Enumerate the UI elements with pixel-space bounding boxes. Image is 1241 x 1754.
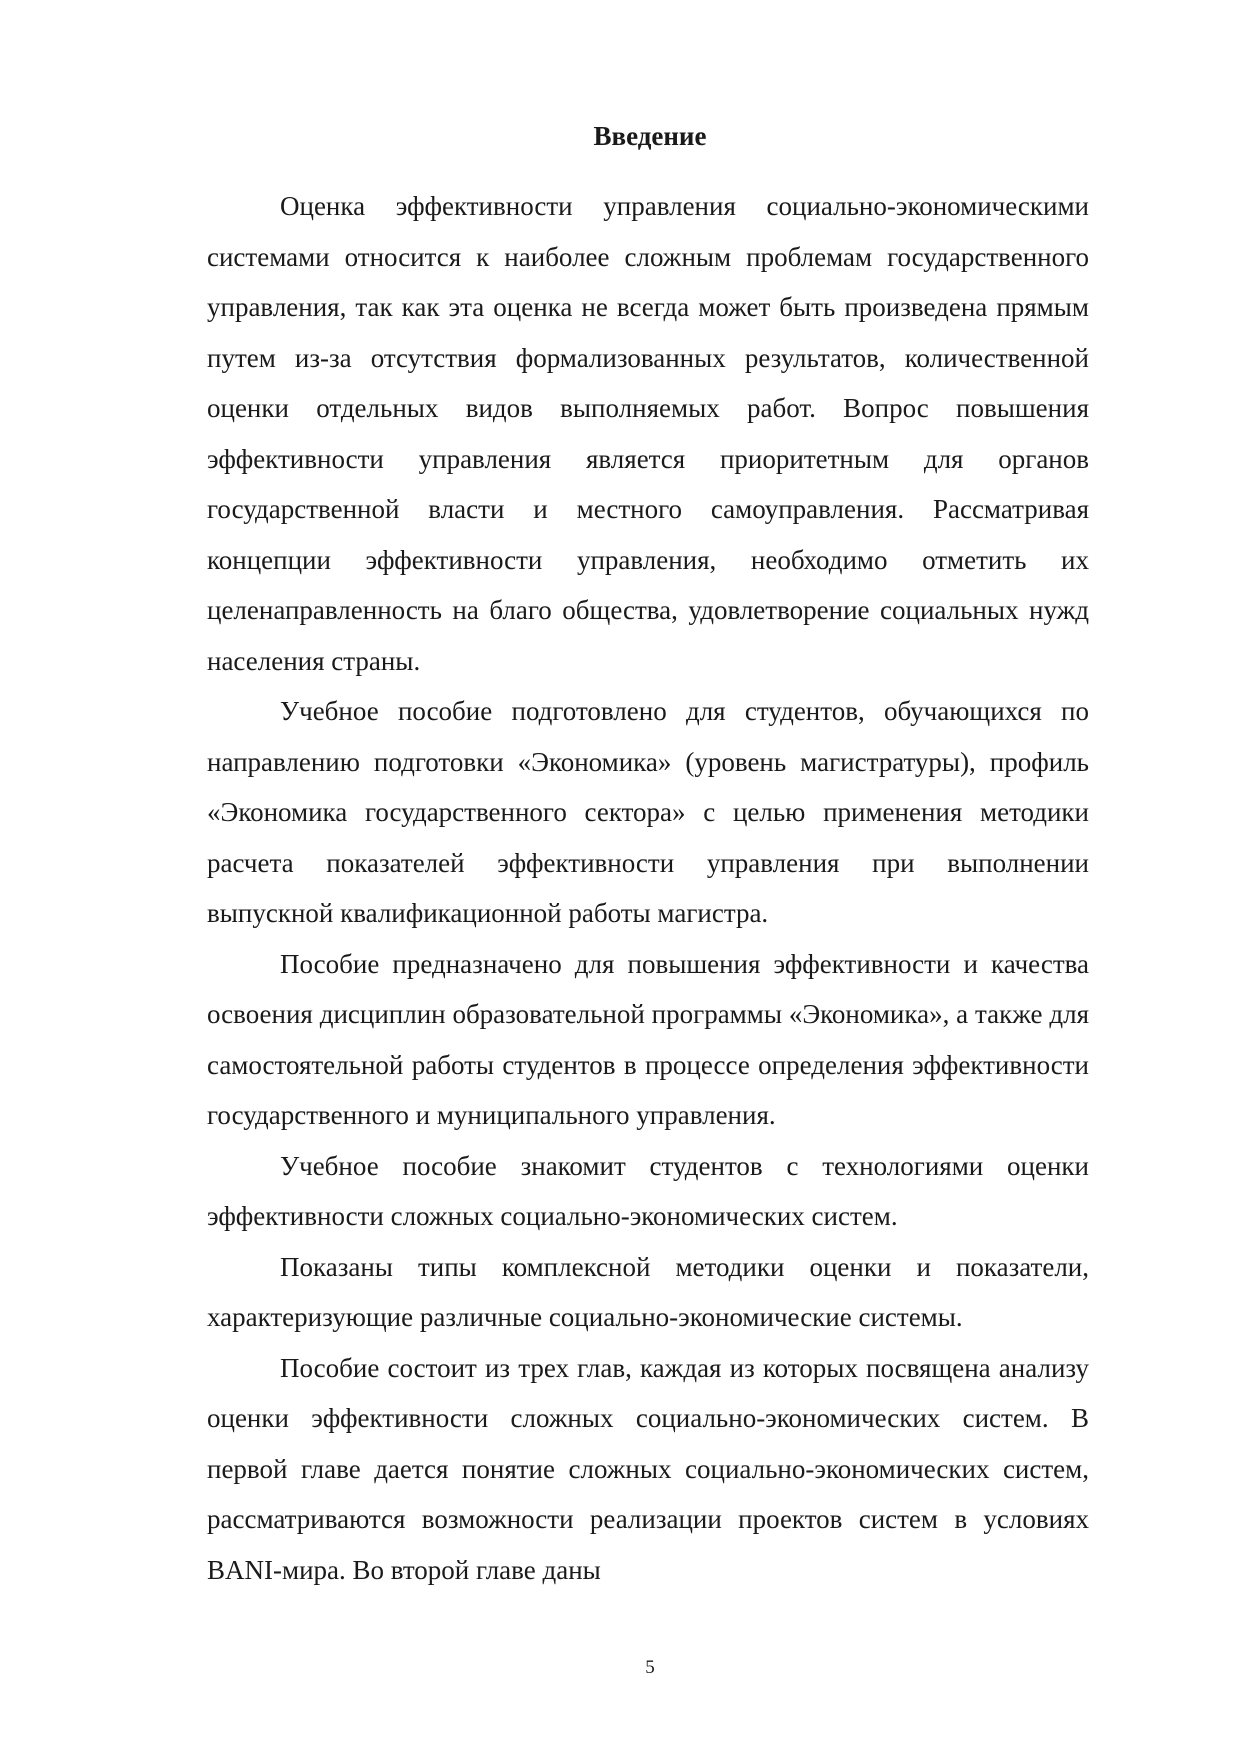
paragraph-purpose: Пособие предназначено для повышения эффективности и качества освоения дисциплин образовательной программы «Экономика», а также для самостоятельной работы студентов в процессе определения эффективности государственного и муниципального управления.: [207, 948, 1089, 1130]
paragraph-structure: Пособие состоит из трех глав, каждая из которых посвящена анализу оценки эффективности сложных социально-экономических систем. В первой главе дается понятие сложных социально-экономических систем, рассматриваются возможности реализации проектов систем в условиях BANI-мира. Во второй главе даны: [207, 1352, 1089, 1585]
body-text: [207, 181, 1089, 1595]
paragraph-methods: Показаны типы комплексной методики оценки и показатели, характеризующие различные социально-экономические системы.: [207, 1251, 1089, 1332]
paragraph-audience: Учебное пособие подготовлено для студентов, обучающихся по направлению подготовки «Экономика» (уровень магистратуры), профиль «Экономика государственного сектора» с целью применения методики расчета показателей эффективности управления при выполнении выпускной квалификационной работы магистра.: [207, 696, 1089, 928]
section-title: Введение: [593, 121, 707, 151]
page-number: 5: [645, 1657, 655, 1678]
paragraph-intro: Оценка эффективности управления социально-экономическими системами относится к наиболее сложным проблемам государственного управления, так как эта оценка не всегда может быть произведена прямым путем из-за отсутствия формализованных результатов, количественной оценки отдельных видов выполняемых работ. Вопрос повышения эффективности управления является приоритетным для органов государственной власти и местного самоуправления. Рассматривая концепции эффективности управления, необходимо отметить их целенаправленность на благо общества, удовлетворение социальных нужд населения страны.: [207, 191, 1089, 676]
paragraph-technologies: Учебное пособие знакомит студентов с технологиями оценки эффективности сложных социально-экономических систем.: [207, 1150, 1089, 1231]
